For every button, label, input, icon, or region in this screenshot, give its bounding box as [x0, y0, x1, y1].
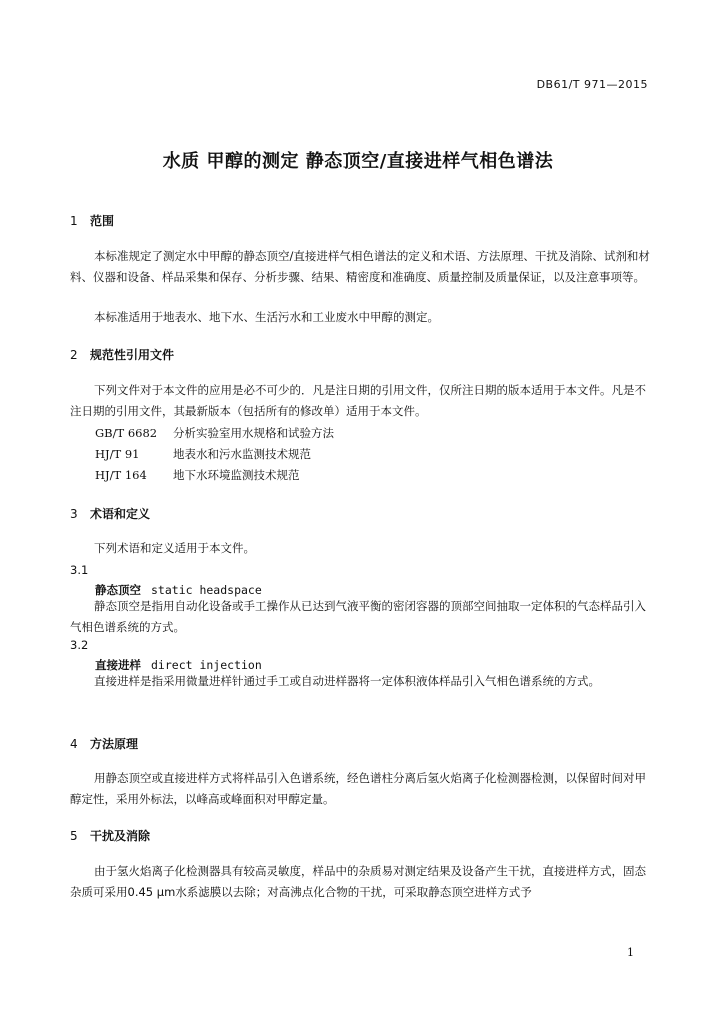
reference-title: 地下水环境监测技术规范	[173, 468, 300, 482]
term-definition: 直接进样是指采用微量进样针通过手工或自动进样器将一定体积液体样品引入气相色谱系统的方式。	[94, 674, 600, 688]
section-title: 范围	[90, 214, 115, 228]
section-number: 5	[70, 829, 78, 843]
section-title: 规范性引用文件	[90, 348, 175, 362]
reference-code: GB/T 6682	[95, 426, 158, 440]
term-name-en: static headspace	[151, 583, 262, 597]
section-5-paragraph-1: 由于氢火焰离子化检测器具有较高灵敏度，样品中的杂质易对测定结果及设备产生干扰，直接进样方式，固态杂质可采用0.45 μm水系滤膜以去除；对高沸点化合物的干扰，可采取静态顶空进样方式予	[70, 864, 646, 899]
reference-code: HJ/T 164	[95, 468, 147, 482]
section-number: 3	[70, 507, 78, 521]
section-title: 干扰及消除	[90, 829, 151, 843]
section-2-heading	[70, 346, 174, 363]
reference-title: 分析实验室用水规格和试验方法	[173, 426, 334, 440]
reference-item	[95, 425, 334, 441]
section-number: 2	[70, 348, 78, 362]
section-number: 4	[70, 737, 78, 751]
page-number: 1	[627, 946, 634, 959]
section-3-heading	[70, 505, 150, 522]
section-title: 术语和定义	[90, 507, 151, 521]
section-1-paragraph-2: 本标准适用于地表水、地下水、生活污水和工业废水中甲醇的测定。	[94, 310, 439, 324]
reference-item	[95, 467, 300, 483]
term-name-en: direct injection	[151, 658, 262, 672]
section-4-paragraph-1: 用静态顶空或直接进样方式将样品引入色谱系统，经色谱柱分离后氢火焰离子化检测器检测，以保留时间对甲醇定性，采用外标法，以峰高或峰面积对甲醇定量。	[70, 771, 646, 806]
section-4-heading	[70, 735, 138, 752]
page-title: 水质 甲醇的测定 静态顶空/直接进样气相色谱法	[162, 151, 554, 172]
reference-item	[95, 446, 311, 462]
section-1-paragraph-1: 本标准规定了测定水中甲醇的静态顶空/直接进样气相色谱法的定义和术语、方法原理、干扰及消除、试剂和材料、仪器和设备、样品采集和保存、分析步骤、结果、精密度和准确度、质量控制及质量保证，以及注意事项等。	[70, 249, 650, 284]
reference-code: HJ/T 91	[95, 447, 140, 461]
section-number: 1	[70, 214, 78, 228]
term-definition: 静态顶空是指用自动化设备或手工操作从已达到气液平衡的密闭容器的顶部空间抽取一定体积的气态样品引入气相色谱系统的方式。	[70, 599, 646, 634]
section-1-heading	[70, 212, 114, 229]
term-number: 3.2	[70, 638, 89, 652]
section-3-intro: 下列术语和定义适用于本文件。	[94, 541, 255, 555]
section-title: 方法原理	[90, 737, 139, 751]
term-name-zh: 静态顶空	[95, 583, 141, 597]
reference-title: 地表水和污水监测技术规范	[173, 447, 311, 461]
term-name-zh: 直接进样	[95, 658, 141, 672]
section-5-heading	[70, 827, 150, 844]
term-number: 3.1	[70, 563, 89, 577]
section-2-paragraph-1: 下列文件对于本文件的应用是必不可少的．凡是注日期的引用文件，仅所注日期的版本适用于本文件。凡是不注日期的引用文件，其最新版本（包括所有的修改单）适用于本文件。	[70, 383, 646, 418]
standard-code: DB61/T 971—2015	[536, 78, 648, 91]
